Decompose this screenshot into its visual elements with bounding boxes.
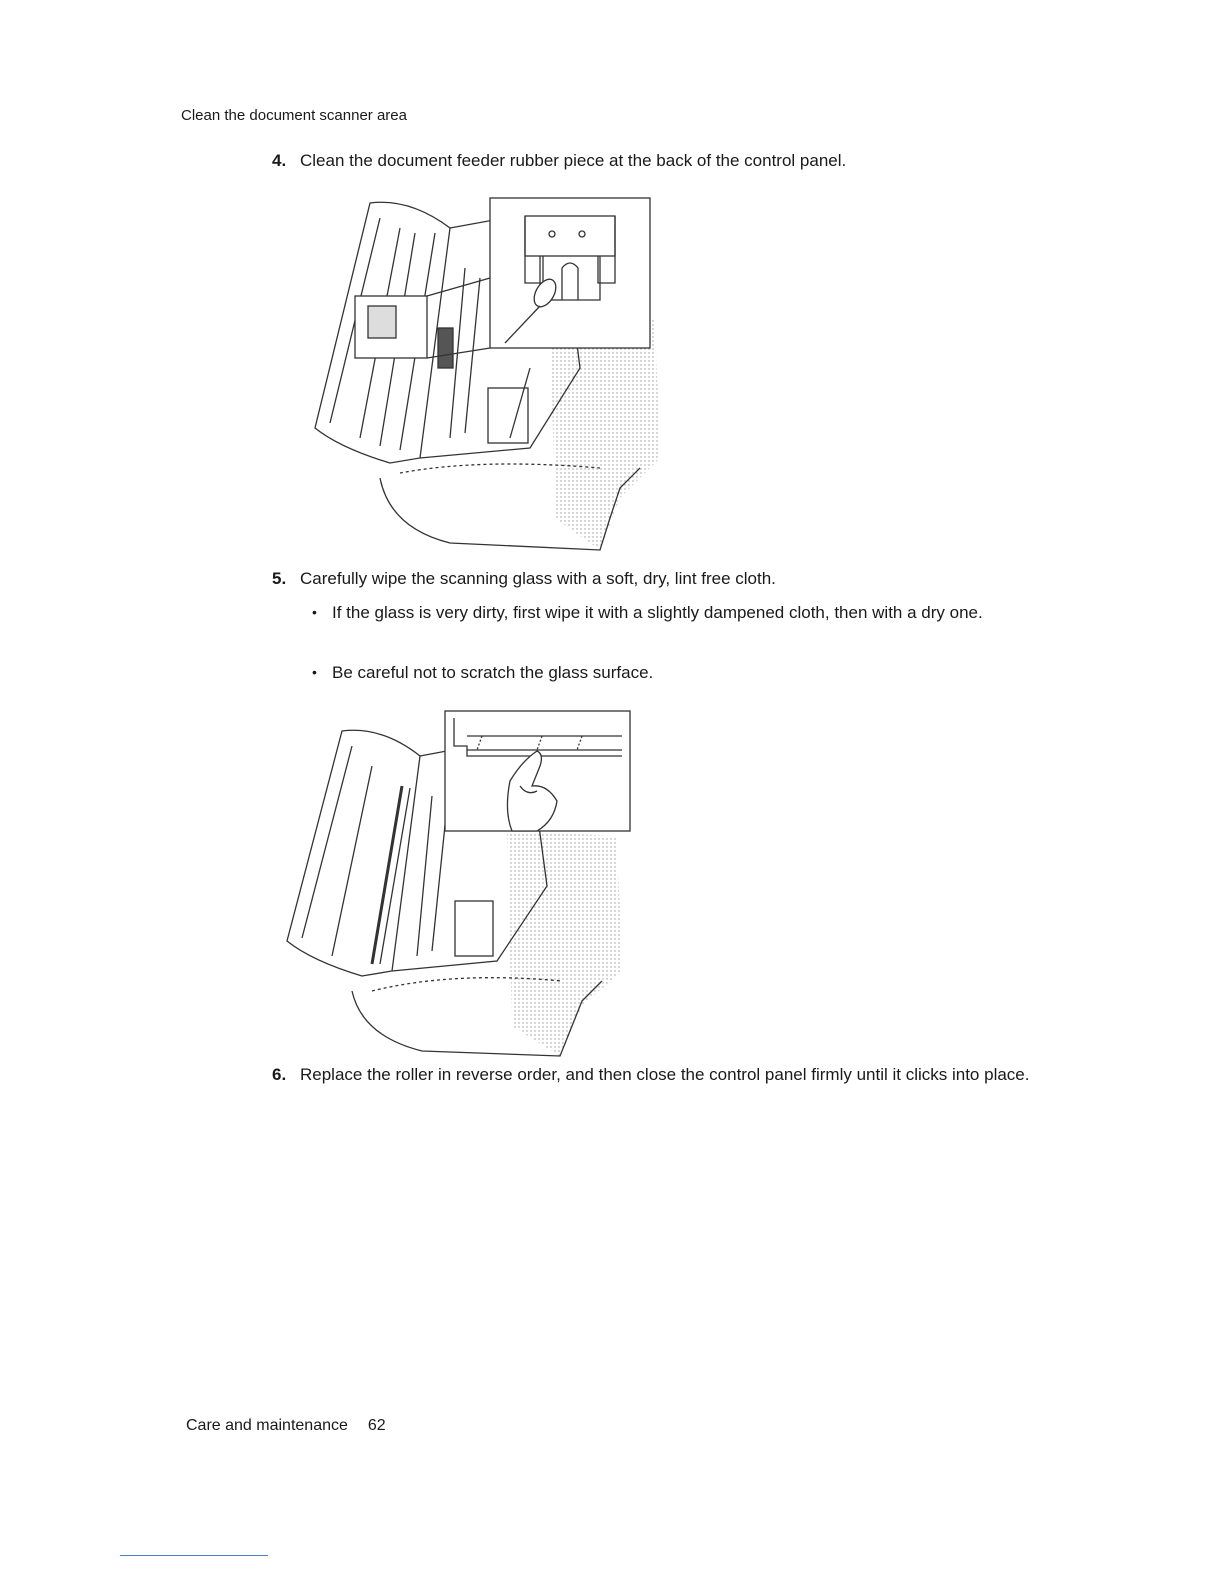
step-number: 4.	[272, 151, 287, 170]
step-text: Carefully wipe the scanning glass with a soft, dry, lint free cloth.	[300, 569, 776, 588]
step-text: Clean the document feeder rubber piece at the back of the control panel.	[300, 151, 847, 170]
step-number: 5.	[272, 569, 287, 588]
scanning-glass-illustration	[282, 706, 632, 1062]
step-number: 6.	[272, 1065, 287, 1084]
page-number: 62	[367, 1417, 386, 1434]
running-head: Clean the document scanner area	[181, 107, 407, 124]
footnote-divider	[120, 1555, 268, 1556]
bullet-text: If the glass is very dirty, first wipe it with a slightly dampened cloth, then with a dry one.	[332, 603, 983, 622]
bullet-text: Be careful not to scratch the glass surface.	[332, 663, 654, 682]
footer-section: Care and maintenance	[186, 1417, 348, 1434]
step-text: Replace the roller in reverse order, and then close the control panel firmly until it clicks into place.	[300, 1065, 1030, 1084]
bullet-symbol: •	[312, 664, 317, 680]
feeder-rubber-illustration	[300, 188, 680, 560]
bullet-symbol: •	[312, 604, 317, 620]
page-footer	[186, 1417, 386, 1435]
